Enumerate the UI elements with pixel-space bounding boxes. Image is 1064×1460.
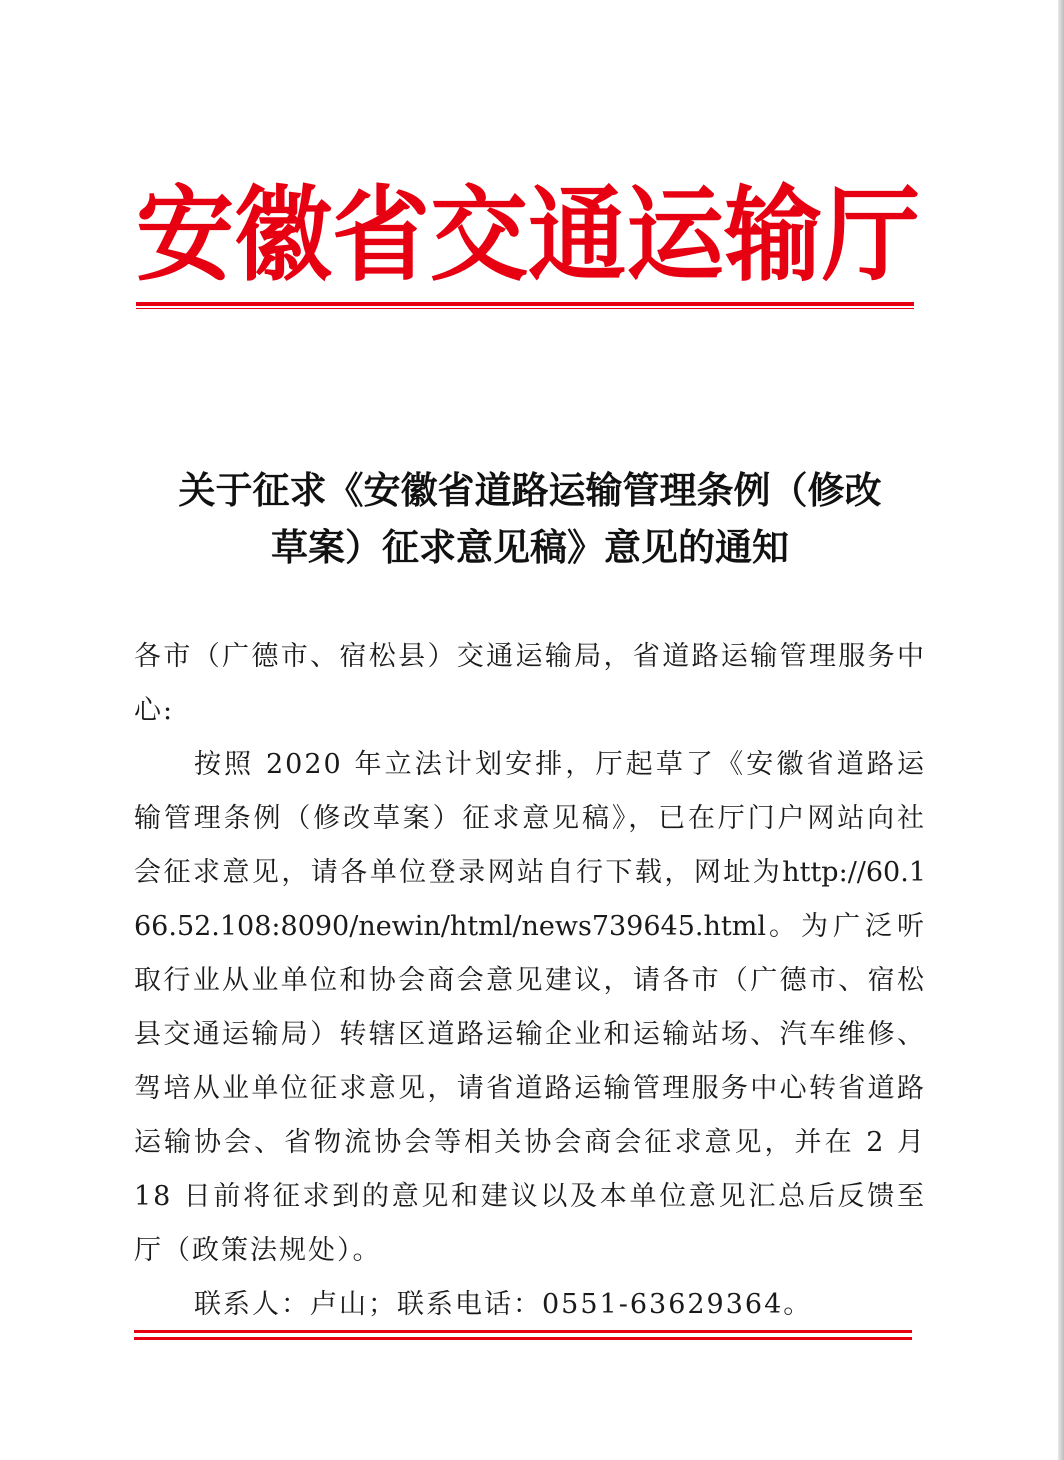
title-line-2: 草案）征求意见稿》意见的通知 [271,525,789,569]
footer-red-rule-2 [134,1337,912,1340]
masthead-char: 通 [528,176,627,296]
footer-red-rule-1 [134,1330,912,1333]
masthead-char: 安 [136,176,235,296]
masthead-char: 交 [430,176,529,296]
download-url[interactable]: http://60.166.52.108:8090/newin/html/news739645.html [134,857,926,942]
paragraph-text-end: 。为广泛听取行业从业单位和协会商会意见建议，请各市（广德市、宿松县交通运输局）转辖区道路运输企业和运输站场、汽车维修、驾培从业单位征求意见，请省道路运输管理服务中心转省道路运输协会、省物流协会等相关协会商会征求意见，并在 2 月 18 日前将征求到的意见和建议以及本单位意见汇总后反馈至厅（政策法规处）。 [134,911,926,1266]
contact-line: 联系人：卢山；联系电话：0551-63629364。 [194,1289,813,1320]
masthead-char: 运 [626,176,725,296]
body-paragraph [134,738,926,1278]
document-title [120,462,940,576]
header-red-rule-thick [136,302,914,306]
masthead-org-name [136,176,921,296]
page-edge-shadow [1058,0,1064,1460]
paragraph-text-start: 按照 2020 年立法计划安排，厅起草了《安徽省道路运输管理条例（修改草案）征求意见稿》，已在厅门户网站向社会征求意见，请各单位登录网站自行下载，网址为 [134,749,926,888]
masthead-char: 徽 [234,176,333,296]
document-body [134,630,926,1332]
header-red-rule-thin [136,308,914,309]
masthead-char: 输 [724,176,823,296]
masthead-char: 厅 [822,176,921,296]
title-line-1: 关于征求《安徽省道路运输管理条例（修改 [178,468,882,512]
recipient-line: 各市（广德市、宿松县）交通运输局，省道路运输管理服务中心: [134,641,926,726]
masthead-char: 省 [332,176,431,296]
